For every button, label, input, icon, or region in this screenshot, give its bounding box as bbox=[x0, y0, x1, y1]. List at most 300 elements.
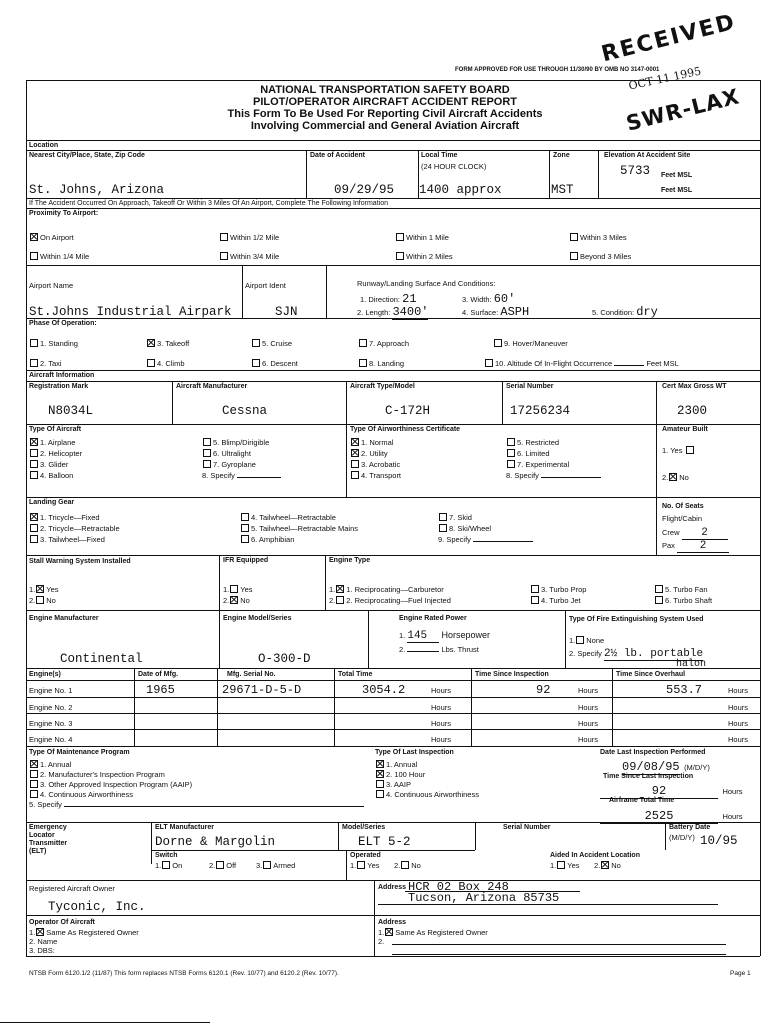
engtype-turboshaft[interactable] bbox=[654, 596, 712, 605]
eng-col-engine: Engine(s) bbox=[29, 671, 61, 678]
elt-aided-yes[interactable]: 1. Yes bbox=[550, 861, 580, 870]
checkbox-checked-icon bbox=[351, 438, 359, 446]
pax-value: 2 bbox=[677, 540, 729, 553]
proximity-3-4-mile[interactable] bbox=[219, 252, 279, 261]
thrust-unit: Lbs. Thrust bbox=[441, 645, 479, 654]
amateur-yes[interactable] bbox=[662, 446, 696, 455]
eng1-name: Engine No. 1 bbox=[29, 686, 73, 695]
hp-value: 145 bbox=[407, 630, 439, 643]
ifr-label: IFR Equipped bbox=[223, 557, 269, 564]
runway-condition bbox=[592, 305, 658, 319]
airframe-unit: Hours bbox=[722, 812, 743, 821]
type-helicopter[interactable] bbox=[29, 448, 82, 459]
zone-value: MST bbox=[551, 183, 574, 197]
cond-value: dry bbox=[636, 305, 658, 319]
owner-address-label: Address bbox=[378, 884, 407, 891]
opt-label: 4. Tailwheel—Retractable bbox=[251, 513, 336, 522]
checkbox-icon bbox=[263, 861, 271, 869]
engtype-turbojet[interactable] bbox=[530, 596, 581, 605]
checkbox-icon bbox=[507, 460, 515, 468]
airworthiness-label: Type Of Airworthiness Certificate bbox=[350, 426, 461, 433]
aw-experimental[interactable] bbox=[506, 459, 601, 470]
opt-label: 6. Amphibian bbox=[251, 535, 295, 544]
engine-hp: 1. 145 Horsepower bbox=[399, 630, 490, 642]
engtype-fi[interactable]: 2. 2. Reciprocating—Fuel Injected bbox=[329, 596, 451, 605]
eng3-ovh-unit: Hours bbox=[728, 719, 749, 728]
checkbox-icon bbox=[439, 524, 447, 532]
phase-taxi[interactable] bbox=[29, 359, 62, 368]
last-insp-100hr[interactable] bbox=[375, 770, 479, 780]
airport-ident-label: Airport Ident bbox=[245, 281, 286, 290]
opt-label: 5. Restricted bbox=[517, 438, 560, 447]
amateur-built-label: Amateur Built bbox=[662, 426, 708, 433]
opt-label: On Airport bbox=[40, 233, 74, 242]
phase-descent[interactable] bbox=[251, 359, 298, 368]
received-stamp-date: OCT 11 1995 bbox=[627, 64, 703, 93]
crew-value: 2 bbox=[682, 527, 728, 540]
crew-label: Crew bbox=[662, 528, 680, 537]
eng1-date: 1965 bbox=[146, 683, 175, 697]
zone-label: Zone bbox=[553, 152, 570, 159]
phase-standing[interactable] bbox=[29, 339, 78, 348]
maint-specify[interactable] bbox=[29, 800, 364, 810]
checkbox-checked-icon bbox=[36, 928, 44, 936]
engtype-carb[interactable]: 1. 1. Reciprocating—Carburetor bbox=[329, 585, 444, 594]
elt-switch-armed[interactable]: 3. Armed bbox=[256, 861, 296, 870]
eng4-insp-unit: Hours bbox=[578, 735, 599, 744]
last-insp-aaip[interactable] bbox=[375, 780, 479, 790]
local-time-value: 1400 approx bbox=[419, 183, 502, 197]
checkbox-checked-icon bbox=[30, 513, 38, 521]
eng3-name: Engine No. 3 bbox=[29, 719, 73, 728]
checkbox-icon bbox=[557, 861, 565, 869]
amateur-no[interactable]: 2. No bbox=[662, 473, 689, 482]
engine-type-label: Engine Type bbox=[329, 557, 371, 564]
eng-col-insp: Time Since Inspection bbox=[475, 671, 549, 678]
checkbox-icon bbox=[359, 359, 367, 367]
opt-label: 3. AAIP bbox=[386, 780, 412, 789]
phase-approach[interactable] bbox=[358, 339, 409, 348]
operator-dbs[interactable]: 3. DBS: bbox=[29, 946, 55, 955]
opt-label: Within 1/2 Mile bbox=[230, 233, 280, 242]
landing-gear-label: Landing Gear bbox=[29, 499, 75, 506]
airport-name-label: Airport Name bbox=[29, 281, 74, 290]
elevation-unit: Feet MSL bbox=[661, 172, 693, 179]
checkbox-icon bbox=[376, 780, 384, 788]
accident-date-label: Date of Accident bbox=[310, 152, 365, 159]
checkbox-icon bbox=[531, 585, 539, 593]
header-box-top bbox=[26, 80, 760, 81]
checkbox-icon bbox=[252, 339, 260, 347]
gear-skid[interactable] bbox=[438, 512, 533, 523]
eng1-ovh: 553.7 bbox=[666, 683, 703, 697]
elt-switch-off[interactable]: 2. Off bbox=[209, 861, 237, 870]
aircraft-category-col2 bbox=[202, 437, 281, 481]
phase-hover[interactable] bbox=[493, 339, 568, 348]
engtype-turbofan[interactable] bbox=[654, 585, 708, 594]
fire-value: 2½ lb. portable bbox=[604, 648, 704, 660]
phase-landing[interactable] bbox=[358, 359, 404, 368]
airframe-label: Airframe Total Time bbox=[609, 797, 675, 804]
opt-label: 7. Approach bbox=[369, 339, 410, 348]
opt-label: 1. Airplane bbox=[40, 438, 76, 447]
checkbox-checked-icon bbox=[669, 473, 677, 481]
elevation-label: Elevation At Accident Site bbox=[604, 152, 691, 159]
elt-operated-label: Operated bbox=[350, 852, 381, 859]
opt-label: 3. Takeoff bbox=[157, 339, 190, 348]
eng1-total-unit: Hours bbox=[431, 686, 452, 695]
opt-label: 6. Ultralight bbox=[213, 449, 251, 458]
engine-thrust: 2. Lbs. Thrust bbox=[399, 645, 479, 654]
checkbox-icon bbox=[30, 339, 38, 347]
elt-aided-no[interactable]: 2. No bbox=[594, 861, 621, 870]
checkbox-icon bbox=[30, 449, 38, 457]
checkbox-icon bbox=[359, 339, 367, 347]
operator-address-label: Address bbox=[378, 919, 407, 926]
eng1-serial: 29671-D-5-D bbox=[222, 683, 302, 697]
ifr-no[interactable]: 2. No bbox=[223, 596, 250, 605]
last-insp-annual[interactable] bbox=[375, 760, 479, 770]
checkbox-icon bbox=[30, 252, 38, 260]
specify-blank bbox=[541, 477, 601, 478]
seats-pax bbox=[662, 540, 729, 553]
checkbox-icon bbox=[220, 233, 228, 241]
ifr-yes[interactable]: 1. Yes bbox=[223, 585, 253, 594]
proximity-note: If The Accident Occurred On Approach, Takeoff Or Within 3 Miles Of An Airport, Complete The Following Information bbox=[29, 200, 388, 207]
gear-ski-wheel[interactable] bbox=[438, 523, 533, 534]
opt-label: 9. Specify bbox=[438, 535, 471, 544]
opt-label: 1. Reciprocating—Carburetor bbox=[346, 585, 444, 594]
gear-col1 bbox=[29, 512, 120, 545]
page-number: Page 1 bbox=[730, 970, 751, 977]
checkbox-icon bbox=[531, 596, 539, 604]
eng3-total-unit: Hours bbox=[431, 719, 452, 728]
opt-label: 1. Yes bbox=[662, 446, 683, 455]
checkbox-icon bbox=[30, 524, 38, 532]
form-approved-note: FORM APPROVED FOR USE THROUGH 11/30/90 BY OMB NO 3147-0001 bbox=[455, 67, 660, 73]
opt-label: 8. Ski/Wheel bbox=[449, 524, 492, 533]
owner-address-1: HCR 02 Box 248 bbox=[408, 880, 509, 894]
phase-takeoff[interactable] bbox=[146, 339, 189, 348]
operator-same[interactable]: 1. Same As Registered Owner bbox=[29, 928, 139, 937]
opt-label: 3. Turbo Prop bbox=[541, 585, 587, 594]
altitude-blank bbox=[614, 365, 644, 366]
stall-no[interactable]: 2. No bbox=[29, 596, 56, 605]
checkbox-icon bbox=[216, 861, 224, 869]
elt-operated-no[interactable]: 2. No bbox=[394, 861, 421, 870]
checkbox-checked-icon bbox=[376, 760, 384, 768]
checkbox-checked-icon bbox=[230, 596, 238, 604]
proximity-2-miles[interactable] bbox=[395, 252, 453, 261]
eng2-total-unit: Hours bbox=[431, 703, 452, 712]
nearest-city-value: St. Johns, Arizona bbox=[29, 183, 165, 197]
engine-model-value: O-300-D bbox=[258, 652, 311, 666]
specify-blank bbox=[473, 541, 533, 542]
opt-label: 2. Manufacturer's Inspection Program bbox=[40, 770, 165, 779]
seats-crew bbox=[662, 527, 728, 540]
eng-col-serial: Mfg. Serial No. bbox=[227, 671, 276, 678]
aw-utility[interactable] bbox=[350, 448, 401, 459]
opt-label: 3. Tailwheel—Fixed bbox=[40, 535, 105, 544]
aw-limited[interactable] bbox=[506, 448, 601, 459]
specify-blank bbox=[64, 806, 364, 807]
aircraft-category-label: Type Of Aircraft bbox=[29, 426, 82, 433]
aw-transport[interactable] bbox=[350, 470, 401, 481]
opt-label: 4. Transport bbox=[361, 471, 402, 480]
engine-power-label: Engine Rated Power bbox=[399, 615, 467, 622]
opt-label: 6. Turbo Shaft bbox=[665, 596, 713, 605]
type-glider[interactable] bbox=[29, 459, 82, 470]
opt-label: Within 3 Miles bbox=[580, 233, 627, 242]
surf-label: 4. Surface: bbox=[462, 308, 499, 317]
eng1-total: 3054.2 bbox=[362, 683, 406, 697]
checkbox-icon bbox=[30, 460, 38, 468]
last-insp-label: Type Of Last Inspection bbox=[375, 749, 454, 756]
eng1-insp: 92 bbox=[536, 683, 551, 697]
opt-label: 6. Limited bbox=[517, 449, 550, 458]
opt-label: Within 1 Mile bbox=[406, 233, 449, 242]
elt-mfr-value: Dorne & Margolin bbox=[155, 835, 276, 849]
type-balloon[interactable] bbox=[29, 470, 82, 481]
elt-switch-label: Switch bbox=[155, 852, 178, 859]
checkbox-icon bbox=[507, 438, 515, 446]
eng2-ovh-unit: Hours bbox=[728, 703, 749, 712]
opt-label: 1. Annual bbox=[386, 760, 418, 769]
airworthiness-col1 bbox=[350, 437, 401, 481]
opt-label: 3. Glider bbox=[40, 460, 69, 469]
runway-width bbox=[462, 292, 515, 306]
opt-label: 4. Climb bbox=[157, 359, 185, 368]
hp-unit: Horsepower bbox=[441, 630, 490, 640]
pax-label: Pax bbox=[662, 541, 675, 550]
battery-value: 10/95 bbox=[700, 834, 738, 848]
owner-address-2: Tucson, Arizona 85735 bbox=[408, 891, 560, 905]
eng1-ovh-unit: Hours bbox=[728, 686, 749, 695]
checkbox-icon bbox=[162, 861, 170, 869]
checkbox-icon bbox=[36, 596, 44, 604]
proximity-half-mile[interactable] bbox=[219, 233, 279, 242]
surf-value: ASPH bbox=[500, 305, 530, 319]
runway-surface bbox=[462, 305, 529, 319]
checkbox-icon bbox=[396, 233, 404, 241]
battery-label: Battery Date bbox=[669, 824, 711, 831]
airframe-value: 2525 bbox=[600, 809, 718, 824]
eng3-insp-unit: Hours bbox=[578, 719, 599, 728]
title-line-4: Involving Commercial and General Aviation Aircraft bbox=[250, 120, 520, 132]
form-title bbox=[0, 84, 770, 132]
gross-weight-label: Cert Max Gross WT bbox=[662, 383, 727, 390]
aw-restricted[interactable] bbox=[506, 437, 601, 448]
checkbox-icon bbox=[147, 359, 155, 367]
stall-yes[interactable]: 1. Yes bbox=[29, 585, 59, 594]
opt-label: 2. Utility bbox=[361, 449, 388, 458]
checkbox-icon bbox=[396, 252, 404, 260]
opt-label: Within 2 Miles bbox=[406, 252, 453, 261]
operator-address-2[interactable]: 2. bbox=[378, 937, 385, 946]
gear-tricycle-fixed[interactable] bbox=[29, 512, 120, 523]
opt-label: 5. Cruise bbox=[262, 339, 293, 348]
cond-label: 5. Condition: bbox=[592, 308, 635, 317]
dir-label: 1. Direction: bbox=[360, 295, 401, 304]
phase-climb[interactable] bbox=[146, 359, 185, 368]
opt-label: 2. Taxi bbox=[40, 359, 62, 368]
type-blimp[interactable] bbox=[202, 437, 281, 448]
operator-address-same[interactable]: 1. Same As Registered Owner bbox=[378, 928, 488, 937]
opt-label: 2. Helicopter bbox=[40, 449, 83, 458]
elt-label-2: Locator bbox=[29, 832, 55, 839]
checkbox-checked-icon bbox=[147, 339, 155, 347]
proximity-1-mile[interactable] bbox=[395, 233, 449, 242]
maint-continuous[interactable] bbox=[29, 790, 364, 800]
maint-annual[interactable] bbox=[29, 760, 364, 770]
checkbox-icon bbox=[401, 861, 409, 869]
elevation-value: 5733 bbox=[620, 164, 651, 178]
proximity-on-airport[interactable] bbox=[29, 233, 74, 242]
elt-model-value: ELT 5-2 bbox=[358, 835, 411, 849]
since-insp-label: Time Since Last Inspection bbox=[603, 773, 694, 780]
gear-tailwheel-retract-mains[interactable] bbox=[240, 523, 358, 534]
aw-specify[interactable] bbox=[506, 470, 601, 481]
checkbox-icon bbox=[30, 471, 38, 479]
phase-altitude[interactable] bbox=[484, 359, 679, 368]
date-value: 09/08/95 bbox=[622, 760, 680, 774]
proximity-quarter-mile[interactable] bbox=[29, 252, 89, 261]
footer-note: NTSB Form 6120.1/2 (11/87) This form replaces NTSB Forms 6120.1 (Rev. 10/77) and 6120.2 (Rev. 10/77). bbox=[29, 970, 339, 977]
opt-label: 2. Specify bbox=[569, 649, 602, 658]
opt-label: 4. Continuous Airworthiness bbox=[40, 790, 133, 799]
elt-serial-label: Serial Number bbox=[503, 824, 551, 831]
runway-direction bbox=[360, 292, 417, 306]
local-time-label: Local Time bbox=[421, 152, 458, 159]
gear-tailwheel-retract[interactable] bbox=[240, 512, 358, 523]
checkbox-checked-icon bbox=[30, 760, 38, 768]
eng2-name: Engine No. 2 bbox=[29, 703, 73, 712]
elt-operated-yes[interactable]: 1. Yes bbox=[350, 861, 380, 870]
checkbox-icon bbox=[570, 233, 578, 241]
aircraft-type-value: C-172H bbox=[385, 404, 431, 418]
opt-label: 1. Standing bbox=[40, 339, 78, 348]
eng1-insp-unit: Hours bbox=[578, 686, 599, 695]
gear-tailwheel-fixed[interactable] bbox=[29, 534, 120, 545]
checkbox-icon bbox=[357, 861, 365, 869]
title-line-1: NATIONAL TRANSPORTATION SAFETY BOARD bbox=[260, 84, 510, 96]
elt-mfr-label: ELT Manufacturer bbox=[155, 824, 214, 831]
proximity-3-miles[interactable] bbox=[569, 233, 627, 242]
maint-options bbox=[29, 760, 364, 810]
maint-aaip[interactable] bbox=[29, 780, 364, 790]
opt-label: 9. Hover/Maneuver bbox=[504, 339, 568, 348]
registration-value: N8034L bbox=[48, 404, 94, 418]
fire-none[interactable]: 1. None bbox=[569, 636, 605, 645]
form-left-border bbox=[26, 80, 27, 956]
checkbox-checked-icon bbox=[376, 770, 384, 778]
last-insp-options bbox=[375, 760, 479, 800]
aircraft-category-col1 bbox=[29, 437, 82, 481]
serial-number-label: Serial Number bbox=[506, 383, 554, 390]
proximity-beyond-3[interactable] bbox=[569, 252, 631, 261]
elt-label-1: Emergency bbox=[29, 824, 67, 831]
battery-format: (M/D/Y) bbox=[669, 833, 695, 842]
owner-name: Tyconic, Inc. bbox=[48, 900, 146, 914]
phase-cruise[interactable] bbox=[251, 339, 292, 348]
eng-col-date: Date of Mfg. bbox=[138, 671, 179, 678]
checkbox-checked-icon bbox=[601, 861, 609, 869]
opt-label: 8. Specify bbox=[202, 471, 235, 480]
stall-warning-label: Stall Warning System Installed bbox=[29, 558, 131, 565]
opt-label: 2. 100 Hour bbox=[386, 770, 426, 779]
checkbox-icon bbox=[230, 585, 238, 593]
engtype-turboprop[interactable] bbox=[530, 585, 586, 594]
checkbox-icon bbox=[686, 446, 694, 454]
checkbox-icon bbox=[655, 585, 663, 593]
maint-manufacturer[interactable] bbox=[29, 770, 364, 780]
eng2-insp-unit: Hours bbox=[578, 703, 599, 712]
opt-label: 7. Experimental bbox=[517, 460, 570, 469]
type-gyroplane[interactable] bbox=[202, 459, 281, 470]
thrust-blank bbox=[407, 651, 439, 652]
dir-value: 21 bbox=[402, 292, 417, 306]
registration-label: Registration Mark bbox=[29, 383, 89, 390]
opt-label: Within 3/4 Mile bbox=[230, 252, 280, 261]
opt-label: 5. Tailwheel—Retractable Mains bbox=[251, 524, 358, 533]
checkbox-icon bbox=[241, 535, 249, 543]
since-unit: Hours bbox=[722, 787, 743, 796]
opt-label: 8. Specify bbox=[506, 471, 539, 480]
type-specify[interactable] bbox=[202, 470, 281, 481]
checkbox-checked-icon bbox=[336, 585, 344, 593]
engine-model-label: Engine Model/Series bbox=[223, 615, 292, 622]
local-time-sublabel: (24 HOUR CLOCK) bbox=[421, 162, 487, 171]
type-ultralight[interactable] bbox=[202, 448, 281, 459]
opt-label: 4. Balloon bbox=[40, 471, 74, 480]
checkbox-icon bbox=[576, 636, 584, 644]
aircraft-section-label: Aircraft Information bbox=[29, 372, 95, 379]
gear-amphibian[interactable] bbox=[240, 534, 358, 545]
opt-label: 8. Landing bbox=[369, 359, 405, 368]
gear-tricycle-retract[interactable] bbox=[29, 523, 120, 534]
operator-name[interactable]: 2. Name bbox=[29, 937, 58, 946]
nearest-city-label: Nearest City/Place, State, Zip Code bbox=[29, 152, 145, 159]
elt-label bbox=[29, 824, 67, 856]
opt-label: 6. Descent bbox=[262, 359, 298, 368]
specify-blank bbox=[237, 477, 281, 478]
opt-label: 5. Specify bbox=[29, 800, 62, 809]
checkbox-icon bbox=[30, 780, 38, 788]
elt-switch-on[interactable]: 1. On bbox=[155, 861, 183, 870]
operator-label: Operator Of Aircraft bbox=[29, 919, 95, 926]
proximity-label: Proximity To Airport: bbox=[29, 210, 99, 217]
aw-acrobatic[interactable] bbox=[350, 459, 401, 470]
checkbox-icon bbox=[30, 359, 38, 367]
airport-name-value: St.Johns Industrial Airpark bbox=[29, 305, 232, 319]
runway-label: Runway/Landing Surface And Conditions: bbox=[357, 279, 496, 288]
eng4-ovh-unit: Hours bbox=[728, 735, 749, 744]
last-insp-continuous[interactable] bbox=[375, 790, 479, 800]
opt-label: 5. Blimp/Dirigible bbox=[213, 438, 270, 447]
type-airplane[interactable] bbox=[29, 437, 82, 448]
engine-mfr-label: Engine Manufacturer bbox=[29, 615, 99, 622]
gross-weight-value: 2300 bbox=[677, 404, 708, 418]
airworthiness-col2 bbox=[506, 437, 601, 481]
opt-label: Beyond 3 Miles bbox=[580, 252, 632, 261]
checkbox-icon bbox=[376, 790, 384, 798]
checkbox-icon bbox=[336, 596, 344, 604]
aw-normal[interactable] bbox=[350, 437, 401, 448]
manufacturer-value: Cessna bbox=[222, 404, 268, 418]
width-label: 3. Width: bbox=[462, 295, 492, 304]
opt-label: 4. Turbo Jet bbox=[541, 596, 581, 605]
gear-specify[interactable] bbox=[438, 534, 533, 545]
